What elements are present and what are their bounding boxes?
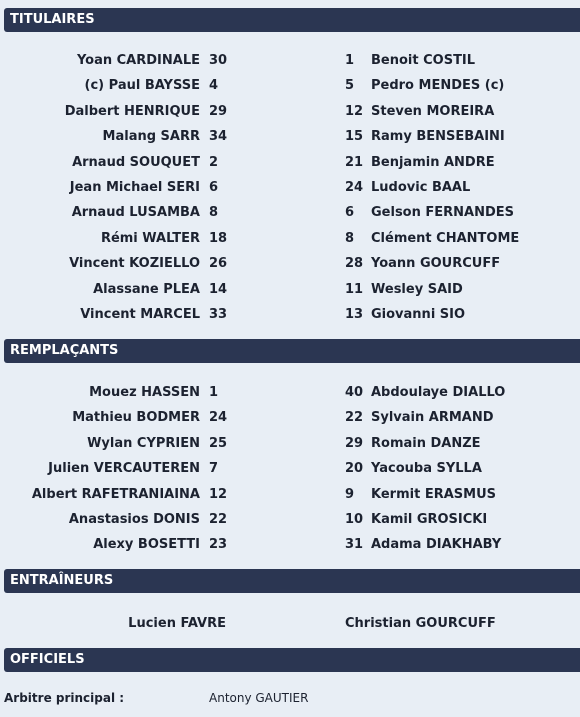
player-row bbox=[0, 302, 580, 327]
away-player-number: 20 bbox=[345, 461, 364, 477]
home-player-name: Albert RAFETRANIAINA bbox=[31, 486, 200, 502]
section-header-officials: OFFICIELS bbox=[4, 648, 580, 672]
home-player-name: Rémi WALTER bbox=[100, 230, 200, 246]
referee-label: Arbitre principal : bbox=[4, 691, 125, 705]
player-row bbox=[0, 175, 580, 200]
player-row bbox=[0, 48, 580, 73]
away-player-name: Kermit ERASMUS bbox=[371, 486, 496, 502]
away-player-name: Pedro MENDES (c) bbox=[371, 78, 505, 94]
home-player-number: 2 bbox=[209, 154, 219, 170]
away-player-name: Romain DANZE bbox=[371, 435, 481, 451]
home-player-name: Arnaud LUSAMBA bbox=[71, 205, 200, 221]
away-player-name: Yoann GOURCUFF bbox=[371, 256, 501, 272]
home-player-number: 4 bbox=[209, 78, 219, 94]
home-player-number: 34 bbox=[209, 129, 228, 145]
away-player-number: 28 bbox=[345, 256, 364, 272]
away-player-number: 5 bbox=[345, 78, 355, 94]
home-player-number: 12 bbox=[209, 486, 228, 502]
away-player-name: Clément CHANTOME bbox=[371, 230, 520, 246]
home-player-name: Alassane PLEA bbox=[93, 281, 200, 297]
away-player-name: Steven MOREIRA bbox=[371, 103, 495, 119]
player-row bbox=[0, 73, 580, 98]
player-row bbox=[0, 226, 580, 251]
home-player-number: 24 bbox=[209, 410, 228, 426]
away-player-name: Giovanni SIO bbox=[371, 306, 466, 322]
home-player-number: 33 bbox=[209, 306, 228, 322]
home-player-name: Malang SARR bbox=[102, 129, 200, 145]
away-player-number: 40 bbox=[345, 385, 364, 400]
home-player-number: 8 bbox=[209, 205, 219, 221]
substitutes-list bbox=[0, 380, 580, 558]
away-player-name: Wesley SAID bbox=[371, 281, 463, 297]
coach-home: Lucien FAVRE bbox=[128, 616, 226, 631]
away-player-name: Sylvain ARMAND bbox=[371, 410, 494, 426]
player-row bbox=[0, 251, 580, 276]
section-header-substitutes: REMPLAÇANTS bbox=[4, 339, 580, 363]
home-player-number: 18 bbox=[209, 230, 228, 246]
home-player-name: (c) Paul BAYSSE bbox=[84, 78, 200, 94]
home-player-number: 1 bbox=[209, 385, 219, 400]
away-player-number: 6 bbox=[345, 205, 355, 221]
away-player-number: 24 bbox=[345, 179, 364, 195]
away-player-number: 11 bbox=[345, 281, 364, 297]
home-player-name: Vincent MARCEL bbox=[80, 306, 200, 322]
home-player-name: Alexy BOSETTI bbox=[93, 537, 200, 553]
away-player-name: Abdoulaye DIALLO bbox=[371, 385, 506, 400]
away-player-number: 15 bbox=[345, 129, 364, 145]
home-player-name: Wylan CYPRIEN bbox=[87, 435, 200, 451]
away-player-number: 1 bbox=[345, 53, 355, 68]
away-player-number: 8 bbox=[345, 230, 355, 246]
away-player-number: 9 bbox=[345, 486, 355, 502]
away-player-number: 29 bbox=[345, 435, 364, 451]
player-row bbox=[0, 99, 580, 124]
home-player-name: Vincent KOZIELLO bbox=[69, 256, 200, 272]
home-player-name: Yoan CARDINALE bbox=[76, 53, 200, 68]
player-row bbox=[0, 482, 580, 507]
home-player-number: 26 bbox=[209, 256, 228, 272]
away-player-name: Yacouba SYLLA bbox=[371, 461, 482, 477]
officials-row bbox=[0, 686, 580, 710]
away-player-number: 22 bbox=[345, 410, 364, 426]
player-row bbox=[0, 431, 580, 456]
home-player-name: Mathieu BODMER bbox=[72, 410, 200, 426]
coaches-row bbox=[0, 612, 580, 636]
away-player-name: Kamil GROSICKI bbox=[371, 511, 488, 527]
home-player-name: Anastasios DONIS bbox=[68, 511, 200, 527]
home-player-number: 30 bbox=[209, 53, 228, 68]
home-player-number: 25 bbox=[209, 435, 228, 451]
away-player-name: Ramy BENSEBAINI bbox=[371, 129, 505, 145]
away-player-number: 12 bbox=[345, 103, 364, 119]
player-row bbox=[0, 200, 580, 225]
home-player-number: 7 bbox=[209, 461, 219, 477]
home-player-name: Arnaud SOUQUET bbox=[72, 154, 200, 170]
player-row bbox=[0, 124, 580, 149]
home-player-number: 23 bbox=[209, 537, 228, 553]
away-player-number: 13 bbox=[345, 306, 364, 322]
away-player-number: 21 bbox=[345, 154, 364, 170]
away-player-number: 10 bbox=[345, 511, 364, 527]
home-player-name: Mouez HASSEN bbox=[89, 385, 200, 400]
coach-away: Christian GOURCUFF bbox=[345, 616, 496, 631]
home-player-name: Julien VERCAUTEREN bbox=[48, 461, 200, 477]
away-player-name: Benoit COSTIL bbox=[371, 53, 476, 68]
referee-name: Antony GAUTIER bbox=[209, 691, 309, 705]
away-player-number: 31 bbox=[345, 537, 364, 553]
home-player-name: Jean Michael SERI bbox=[69, 179, 200, 195]
player-row bbox=[0, 405, 580, 430]
away-player-name: Ludovic BAAL bbox=[371, 179, 471, 195]
player-row bbox=[0, 150, 580, 175]
away-player-name: Adama DIAKHABY bbox=[371, 537, 502, 553]
player-row bbox=[0, 277, 580, 302]
home-player-name: Dalbert HENRIQUE bbox=[64, 103, 200, 119]
home-player-number: 22 bbox=[209, 511, 228, 527]
player-row bbox=[0, 532, 580, 557]
section-header-starters: TITULAIRES bbox=[4, 8, 580, 32]
starters-list bbox=[0, 48, 580, 327]
away-player-name: Benjamin ANDRE bbox=[371, 154, 495, 170]
player-row bbox=[0, 380, 580, 405]
home-player-number: 14 bbox=[209, 281, 228, 297]
home-player-number: 29 bbox=[209, 103, 228, 119]
section-header-coaches: ENTRAÎNEURS bbox=[4, 569, 580, 593]
away-player-name: Gelson FERNANDES bbox=[371, 205, 515, 221]
player-row bbox=[0, 507, 580, 532]
home-player-number: 6 bbox=[209, 179, 219, 195]
player-row bbox=[0, 456, 580, 481]
